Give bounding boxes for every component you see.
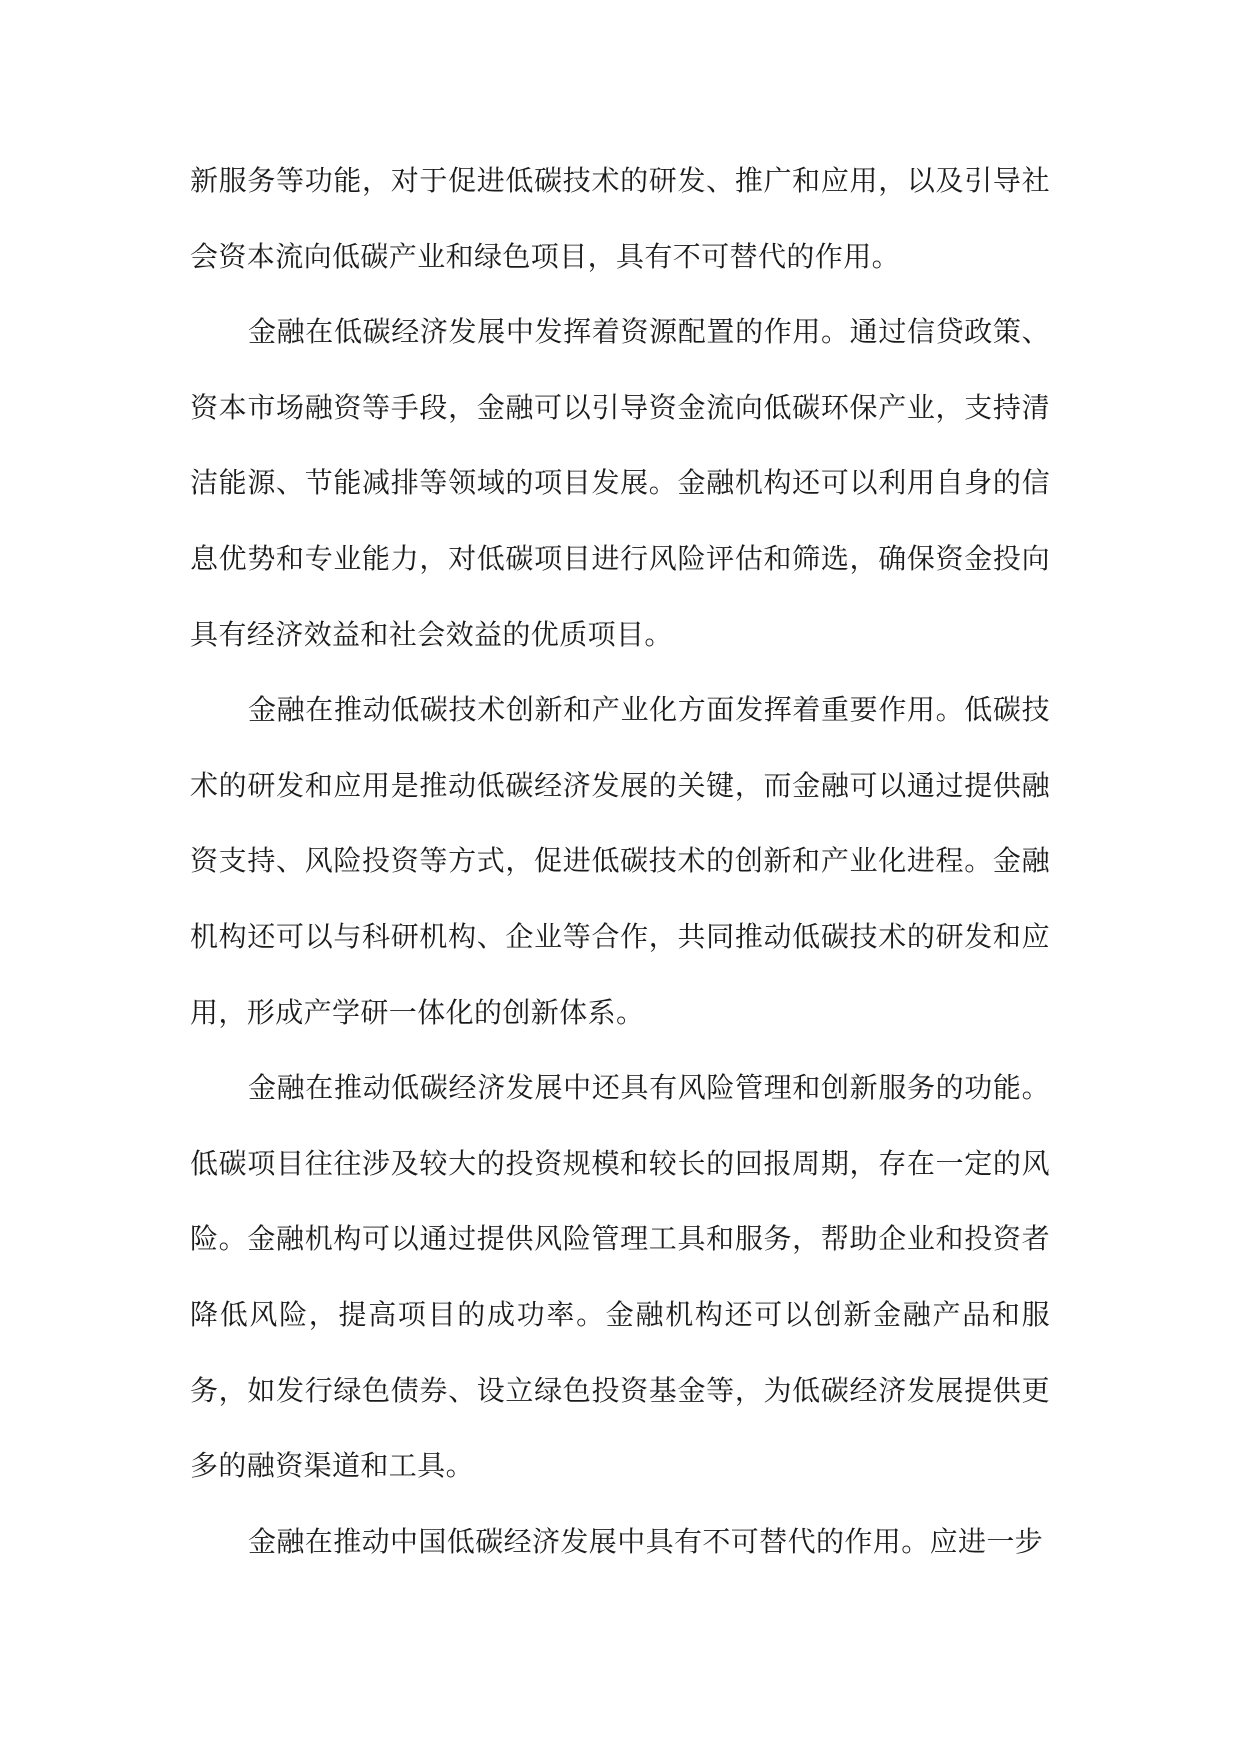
paragraph-4: 金融在推动低碳经济发展中还具有风险管理和创新服务的功能。低碳项目往往涉及较大的投资规模和较长的回报周期，存在一定的风险。金融机构可以通过提供风险管理工具和服务，帮助企业和投资者降低风险，提高项目的成功率。金融机构还可以创新金融产品和服务，如发行绿色债券、设立绿色投资基金等，为低碳经济发展提供更多的融资渠道和工具。 [190,1071,1050,1483]
paragraph-3: 金融在推动低碳技术创新和产业化方面发挥着重要作用。低碳技术的研发和应用是推动低碳经济发展的关键，而金融可以通过提供融资支持、风险投资等方式，促进低碳技术的创新和产业化进程。金融机构还可以与科研机构、企业等合作，共同推动低碳技术的研发和应用，形成产学研一体化的创新体系。 [190,693,1050,1029]
body-text [190,143,1050,1579]
paragraph-1: 新服务等功能，对于促进低碳技术的研发、推广和应用，以及引导社会资本流向低碳产业和绿色项目，具有不可替代的作用。 [190,164,1050,273]
paragraph-2: 金融在低碳经济发展中发挥着资源配置的作用。通过信贷政策、资本市场融资等手段，金融可以引导资金流向低碳环保产业，支持清洁能源、节能减排等领域的项目发展。金融机构还可以利用自身的信息优势和专业能力，对低碳项目进行风险评估和筛选，确保资金投向具有经济效益和社会效益的优质项目。 [190,315,1050,651]
paragraph-5: 金融在推动中国低碳经济发展中具有不可替代的作用。应进一步 [248,1524,1044,1558]
